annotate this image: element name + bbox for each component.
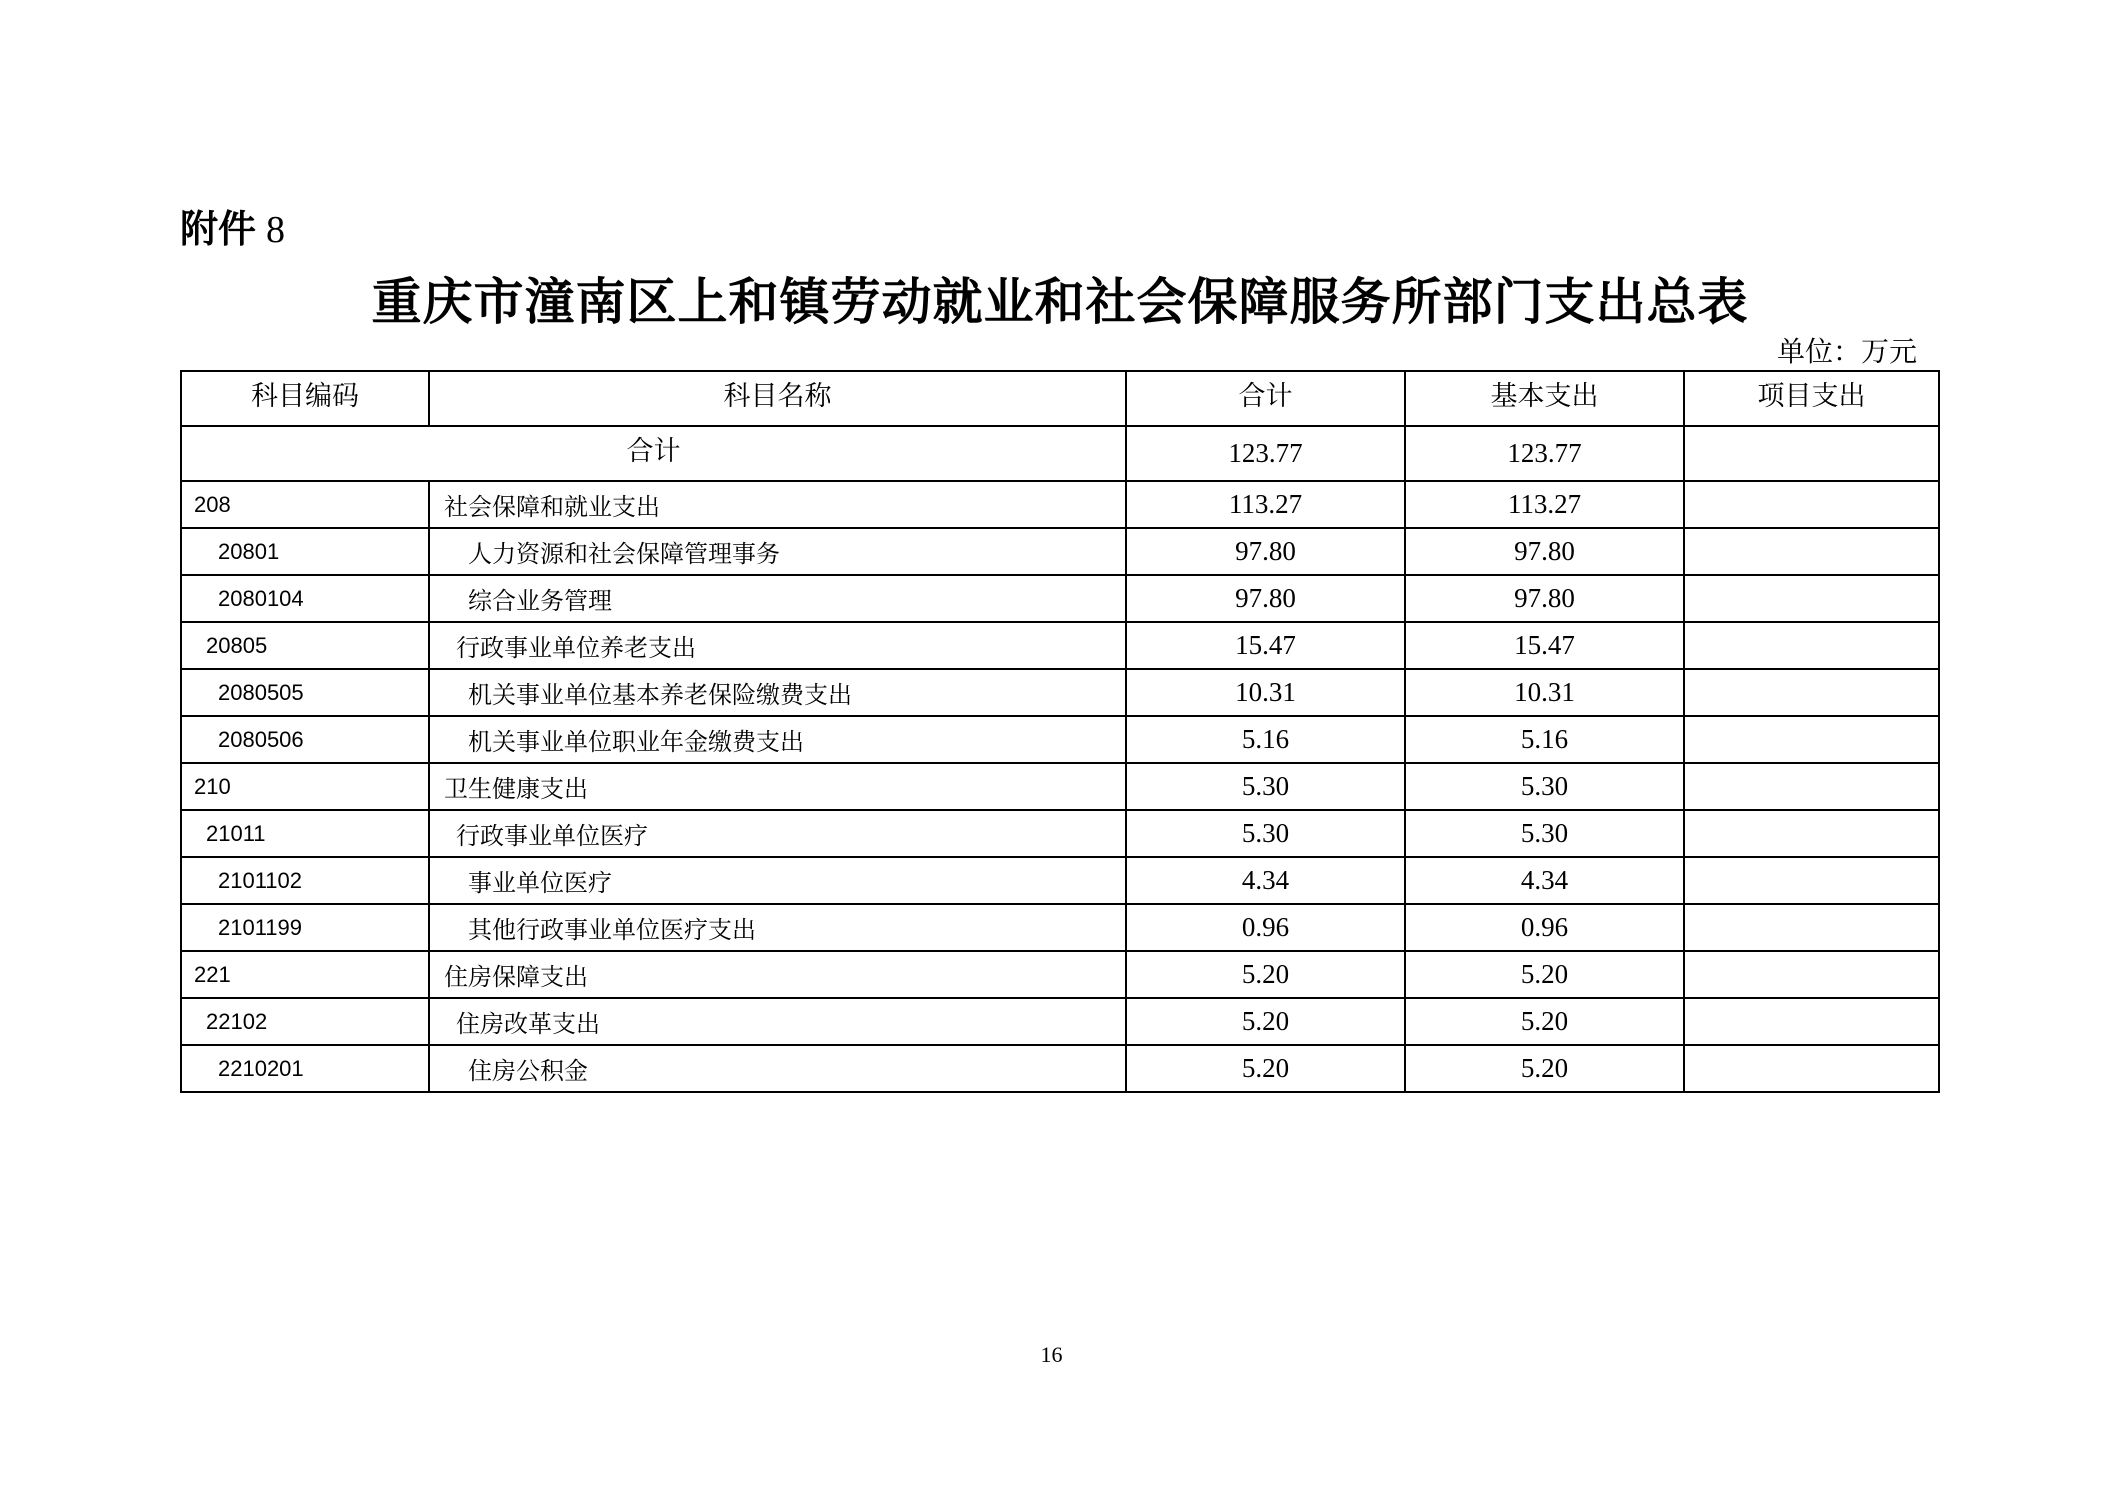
table-row (181, 1045, 1939, 1092)
row-total: 5.16 (1126, 716, 1405, 763)
attachment-label (180, 198, 285, 253)
row-total: 97.80 (1126, 575, 1405, 622)
column-header-total: 合计 (1126, 371, 1405, 426)
row-code: 2101199 (181, 904, 429, 951)
row-project (1684, 669, 1939, 716)
row-project (1684, 998, 1939, 1045)
table-row (181, 904, 1939, 951)
row-project (1684, 763, 1939, 810)
table-row (181, 763, 1939, 810)
row-basic: 5.30 (1405, 810, 1684, 857)
row-code: 2101102 (181, 857, 429, 904)
page-number: 16 (1040, 1342, 1063, 1367)
table-header-row (181, 371, 1939, 426)
row-code: 20805 (181, 622, 429, 669)
row-code: 221 (181, 951, 429, 998)
column-header-basic: 基本支出 (1405, 371, 1684, 426)
attachment-label-text: 附件 (180, 207, 257, 251)
row-project (1684, 857, 1939, 904)
total-label: 合计 (181, 426, 1126, 481)
row-name: 住房保障支出 (429, 951, 1126, 998)
column-header-name: 科目名称 (429, 371, 1126, 426)
row-project (1684, 481, 1939, 528)
row-code: 2080104 (181, 575, 429, 622)
row-name: 行政事业单位医疗 (429, 810, 1126, 857)
row-project (1684, 904, 1939, 951)
table-row (181, 951, 1939, 998)
row-code: 208 (181, 481, 429, 528)
row-total: 15.47 (1126, 622, 1405, 669)
row-basic: 5.16 (1405, 716, 1684, 763)
attachment-number: 8 (266, 209, 286, 251)
row-code: 2210201 (181, 1045, 429, 1092)
total-project (1684, 426, 1939, 481)
row-basic: 15.47 (1405, 622, 1684, 669)
total-basic: 123.77 (1405, 426, 1684, 481)
row-project (1684, 951, 1939, 998)
row-project (1684, 575, 1939, 622)
row-basic: 5.20 (1405, 1045, 1684, 1092)
row-total: 113.27 (1126, 481, 1405, 528)
column-header-code: 科目编码 (181, 371, 429, 426)
row-code: 21011 (181, 810, 429, 857)
row-total: 5.20 (1126, 1045, 1405, 1092)
unit-label: 单位：万元 (1776, 335, 1917, 368)
row-total: 10.31 (1126, 669, 1405, 716)
table-row (181, 716, 1939, 763)
table-row (181, 528, 1939, 575)
row-name: 卫生健康支出 (429, 763, 1126, 810)
table-row (181, 810, 1939, 857)
table-row (181, 575, 1939, 622)
row-basic: 5.30 (1405, 763, 1684, 810)
table-row (181, 669, 1939, 716)
row-basic: 97.80 (1405, 575, 1684, 622)
row-total: 5.30 (1126, 810, 1405, 857)
row-project (1684, 716, 1939, 763)
row-name: 机关事业单位基本养老保险缴费支出 (429, 669, 1126, 716)
table-row (181, 998, 1939, 1045)
table-row (181, 481, 1939, 528)
row-code: 20801 (181, 528, 429, 575)
row-name: 住房改革支出 (429, 998, 1126, 1045)
row-basic: 10.31 (1405, 669, 1684, 716)
row-total: 0.96 (1126, 904, 1405, 951)
row-project (1684, 1045, 1939, 1092)
total-total: 123.77 (1126, 426, 1405, 481)
row-basic: 5.20 (1405, 998, 1684, 1045)
table-row (181, 857, 1939, 904)
row-total: 4.34 (1126, 857, 1405, 904)
expenditure-table (180, 370, 1940, 1093)
row-basic: 4.34 (1405, 857, 1684, 904)
row-name: 社会保障和就业支出 (429, 481, 1126, 528)
row-basic: 5.20 (1405, 951, 1684, 998)
row-project (1684, 622, 1939, 669)
row-basic: 113.27 (1405, 481, 1684, 528)
row-name: 行政事业单位养老支出 (429, 622, 1126, 669)
table-row (181, 622, 1939, 669)
row-basic: 97.80 (1405, 528, 1684, 575)
row-code: 2080505 (181, 669, 429, 716)
row-code: 2080506 (181, 716, 429, 763)
row-name: 事业单位医疗 (429, 857, 1126, 904)
row-total: 5.20 (1126, 951, 1405, 998)
row-project (1684, 810, 1939, 857)
page-title: 重庆市潼南区上和镇劳动就业和社会保障服务所部门支出总表 (371, 272, 1749, 331)
row-total: 5.20 (1126, 998, 1405, 1045)
row-name: 其他行政事业单位医疗支出 (429, 904, 1126, 951)
row-total: 97.80 (1126, 528, 1405, 575)
row-code: 22102 (181, 998, 429, 1045)
table-total-row (181, 426, 1939, 481)
row-name: 综合业务管理 (429, 575, 1126, 622)
row-basic: 0.96 (1405, 904, 1684, 951)
row-name: 机关事业单位职业年金缴费支出 (429, 716, 1126, 763)
row-name: 人力资源和社会保障管理事务 (429, 528, 1126, 575)
column-header-project: 项目支出 (1684, 371, 1939, 426)
row-name: 住房公积金 (429, 1045, 1126, 1092)
row-total: 5.30 (1126, 763, 1405, 810)
row-code: 210 (181, 763, 429, 810)
row-project (1684, 528, 1939, 575)
